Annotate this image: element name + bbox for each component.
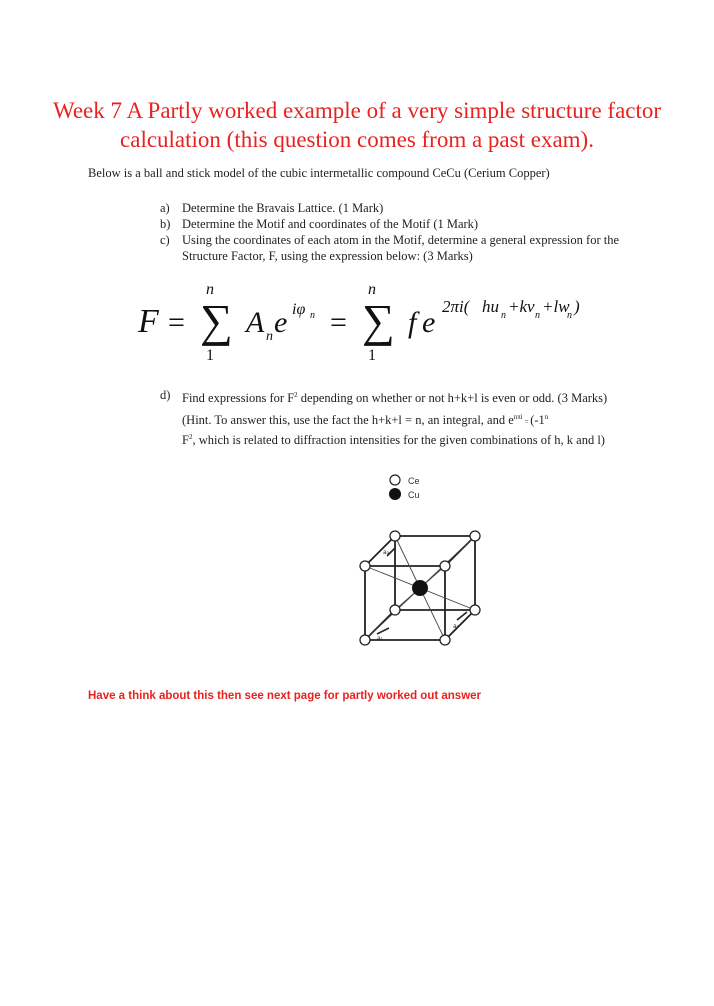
hint-text-4: , which is related to diffraction intensities for the given combinations of h, k and l) <box>192 433 605 447</box>
ce-atom <box>470 531 480 541</box>
hint-text-2: (-1 <box>530 413 545 427</box>
formula-upper-2: n <box>368 281 376 298</box>
formula-sub-w: n <box>567 310 572 321</box>
cu-atom-center <box>412 580 428 596</box>
formula-equals-2: = <box>330 306 347 339</box>
ce-atom <box>390 531 400 541</box>
question-c <box>160 232 630 264</box>
superscript: 2 <box>294 391 298 399</box>
formula-exp-k: +kv <box>508 297 535 316</box>
question-d <box>160 388 630 448</box>
formula-sigma-1: ∑ <box>200 295 233 346</box>
question-text: Using the coordinates of each atom in the Motif, determine a general expression for the Structure Factor, F, using the expression below: (3 Marks) <box>182 233 620 263</box>
formula-upper-1: n <box>206 281 214 298</box>
axis-label-a2: a₂ <box>453 623 460 630</box>
formula-lower-2: 1 <box>368 347 376 364</box>
ce-legend-label: Ce <box>408 476 420 486</box>
formula-equals: = <box>168 306 185 339</box>
ce-atom <box>470 605 480 615</box>
hint-paragraph <box>160 410 630 448</box>
ce-atom <box>440 561 450 571</box>
question-label: c) <box>160 233 170 247</box>
question-label: d) <box>160 388 171 402</box>
superscript: nπi <box>513 413 523 421</box>
formula-sigma-2: ∑ <box>362 295 395 346</box>
question-text: Determine the Motif and coordinates of the Motif (1 Mark) <box>182 217 479 231</box>
page-title: Week 7 A Partly worked example of a very simple structure factor calculation (this question comes from a past exam). <box>52 98 662 152</box>
superscript: 2 <box>188 433 193 441</box>
formula-exp-h: hu <box>482 297 499 316</box>
cu-legend-icon <box>389 488 401 500</box>
formula-exp-1-sub: n <box>310 310 315 321</box>
structure-factor-formula <box>130 270 610 370</box>
formula-exp-close: ) <box>574 297 580 316</box>
hint-text-1: (Hint. To answer this, use the fact the h+k+l = n, an integral, and e <box>182 413 514 427</box>
question-list <box>160 200 630 264</box>
axis-label-a3: a₃ <box>383 549 390 556</box>
formula-sub-u: n <box>501 310 506 321</box>
ce-legend-icon <box>390 475 400 485</box>
formula-exp-1: iφ <box>292 301 306 318</box>
formula-e-1: e <box>274 306 288 339</box>
figure-legend <box>389 475 420 500</box>
question-text <box>182 388 630 406</box>
ce-atom <box>360 561 370 571</box>
ce-atom <box>440 635 450 645</box>
question-text: Determine the Bravais Lattice. (1 Mark) <box>182 201 384 215</box>
hint-text-3: F <box>182 433 189 447</box>
footer-note: Have a think about this then see next page for partly worked out answer <box>88 690 482 702</box>
hint-equals: = <box>522 418 531 426</box>
question-d-text-2: depending on whether or not h+k+l is even or odd. (3 Marks) <box>297 391 608 405</box>
question-b <box>160 216 630 232</box>
ce-atom <box>390 605 400 615</box>
formula-e-2: e <box>422 306 436 339</box>
formula-f: f <box>408 306 417 339</box>
formula-A: A <box>246 306 265 339</box>
question-label: a) <box>160 201 170 215</box>
intro-paragraph: Below is a ball and stick model of the cubic intermetallic compound CeCu (Cerium Copper) <box>88 166 550 180</box>
question-a <box>160 200 630 216</box>
axis-label-a1: a₁ <box>377 635 384 642</box>
cu-legend-label: Cu <box>408 490 420 500</box>
question-label: b) <box>160 217 171 231</box>
formula-exp-2-prefix: 2πi( <box>442 297 470 316</box>
cecu-unit-cell-figure <box>355 470 495 660</box>
formula-A-sub: n <box>266 329 273 344</box>
superscript: n <box>544 413 549 421</box>
formula-lower-1: 1 <box>206 347 214 364</box>
formula-sub-v: n <box>535 310 540 321</box>
formula-exp-l: +lw <box>542 297 570 316</box>
formula-F: F <box>138 303 159 340</box>
ce-atom <box>360 635 370 645</box>
question-d-text-1: Find expressions for F <box>182 391 295 405</box>
